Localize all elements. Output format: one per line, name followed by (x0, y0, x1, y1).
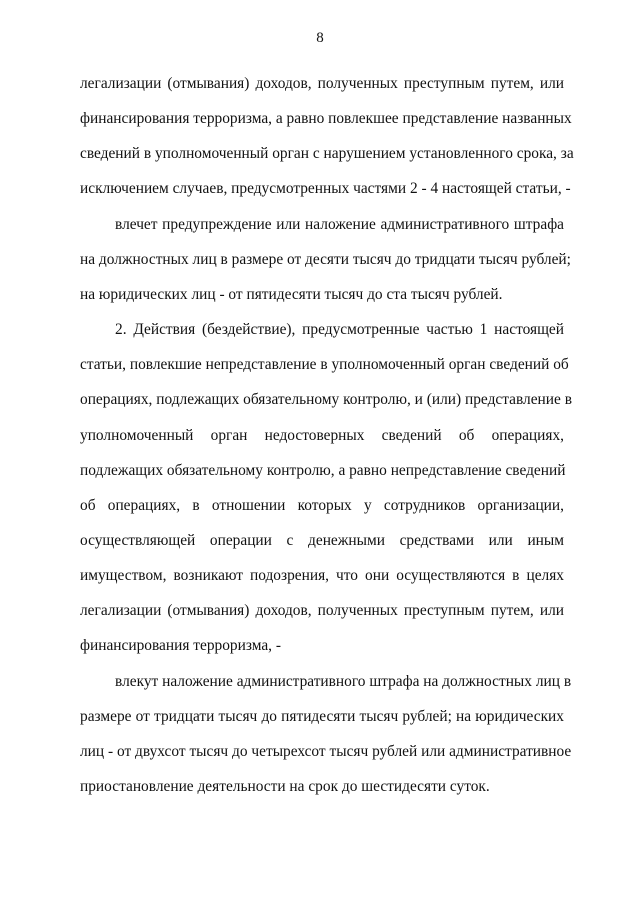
text-line: легализации (отмывания) доходов, полученных преступным путем, или (80, 602, 564, 619)
text-line: осуществляющей операции с денежными средствами или иным (80, 532, 564, 549)
text-line: статьи, повлекшие непредставление в уполномоченный орган сведений об (80, 356, 569, 373)
text-line: исключением случаев, предусмотренных частями 2 - 4 настоящей статьи, - (80, 180, 571, 197)
text-line: финансирования терроризма, - (80, 637, 281, 654)
text-line: легализации (отмывания) доходов, полученных преступным путем, или (80, 75, 564, 92)
text-line: операциях, подлежащих обязательному контролю, и (или) представление в (80, 391, 572, 408)
text-line: на должностных лиц в размере от десяти тысяч до тридцати тысяч рублей; (80, 251, 571, 268)
text-line: 2. Действия (бездействие), предусмотренные частью 1 настоящей (115, 321, 564, 338)
text-line: имуществом, возникают подозрения, что они осуществляются в целях (80, 567, 564, 584)
text-line: влекут наложение административного штрафа на должностных лиц в (115, 673, 572, 690)
page-number: 8 (316, 30, 324, 46)
text-line: уполномоченный орган недостоверных сведений об операциях, (80, 427, 564, 444)
text-line: сведений в уполномоченный орган с нарушением установленного срока, за (80, 145, 574, 162)
text-line: лиц - от двухсот тысяч до четырехсот тысяч рублей или административное (80, 743, 572, 760)
text-line: размере от тридцати тысяч до пятидесяти тысяч рублей; на юридических (80, 708, 564, 725)
text-line: приостановление деятельности на срок до шестидесяти суток. (80, 778, 490, 795)
text-line: подлежащих обязательному контролю, а равно непредставление сведений (80, 462, 566, 479)
text-line: об операциях, в отношении которых у сотрудников организации, (80, 497, 564, 514)
text-line: влечет предупреждение или наложение административного штрафа (115, 216, 564, 233)
text-line: на юридических лиц - от пятидесяти тысяч до ста тысяч рублей. (80, 286, 503, 303)
text-line: финансирования терроризма, а равно повлекшее представление названных (80, 110, 572, 127)
